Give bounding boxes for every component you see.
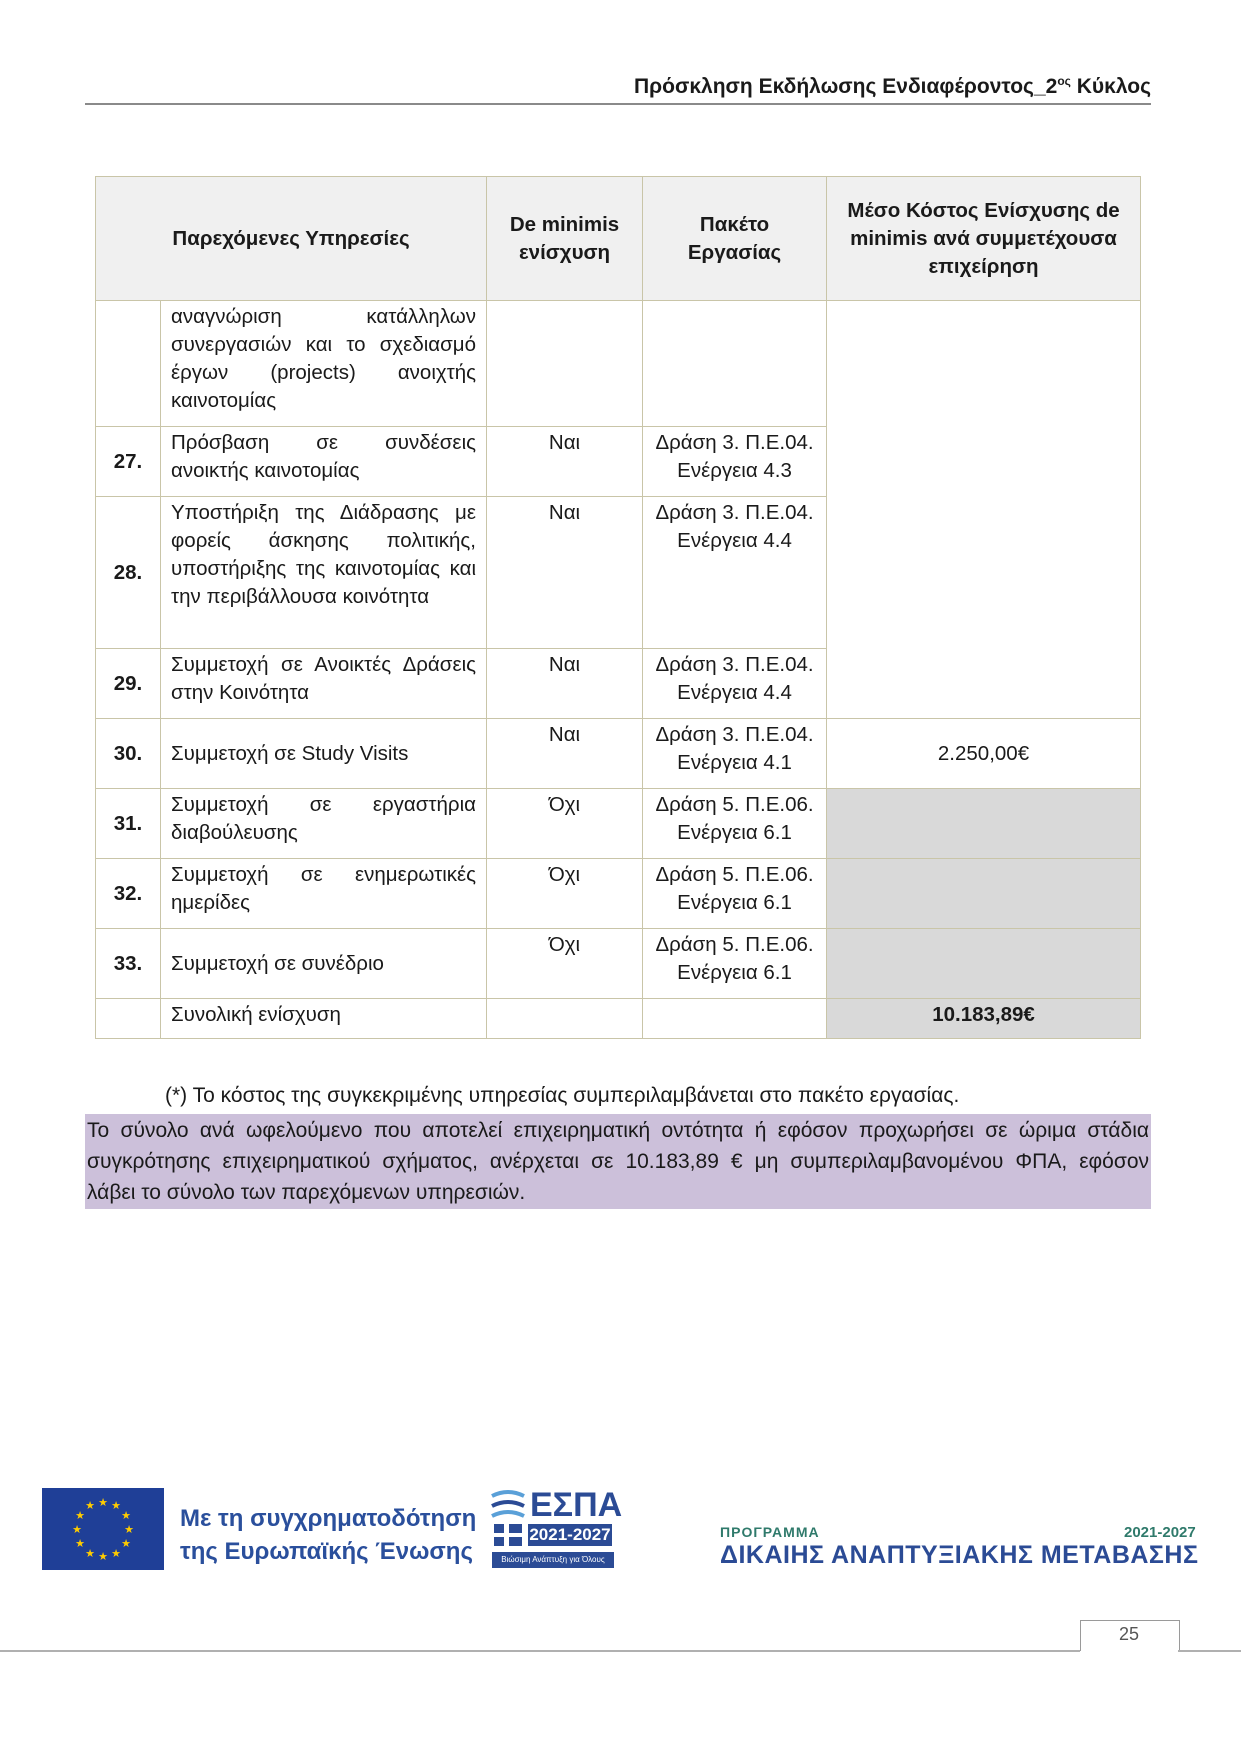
row-service: Συμμετοχή σε Study Visits [161,719,487,789]
row-number: 31. [96,789,161,859]
row-service: Υποστήριξη της Διάδρασης με φορείς άσκησης πολιτικής, υποστήριξης της καινοτομίας και την περιβάλλουσα κοινότητα [161,497,487,649]
table-header-row [96,177,1141,301]
table-row [96,859,1141,929]
header-avg-cost: Μέσο Κόστος Ενίσχυσης de minimis ανά συμμετέχουσα επιχείρηση [827,177,1141,301]
footer-divider [1178,1650,1241,1652]
page-number: 25 [1118,1624,1140,1644]
row-number: 33. [96,929,161,999]
row-service: Πρόσβαση σε συνδέσεις ανοικτής καινοτομίας [161,427,487,497]
row-package: Δράση 3. Π.Ε.04. Ενέργεια 4.4 [643,497,827,649]
row-de-minimis: Όχι [487,789,643,859]
row-de-minimis [487,999,643,1039]
svg-text:★: ★ [72,1523,82,1536]
table-row [96,929,1141,999]
page-header-title: Πρόσκληση Εκδήλωσης $E\nu\delta\iota\alpha\varphi έ\rho o\nu\tau o\varsigma\_2^{o\varsigma}$ Κύκλος [633,74,1151,98]
summary-line: λάβει το σύνολο των παρεχόμενων υπηρεσιών. [87,1181,526,1204]
row-number: 32. [96,859,161,929]
table-row [96,719,1141,789]
svg-text:★: ★ [85,1499,95,1512]
row-de-minimis: Ναι [487,497,643,649]
svg-text:★: ★ [98,1496,108,1509]
summary-line: συγκρότησης επιχειρηματικού σχήματος, ανέρχεται σε 10.183,89 € μη συμπεριλαμβανομένου ΦΠΑ, εφόσον [87,1150,1149,1173]
total-value: 10.183,89€ [827,999,1141,1039]
table-row [96,789,1141,859]
header-package: Πακέτο Εργασίας [643,177,827,301]
summary-highlight [85,1114,1151,1209]
row-de-minimis: Ναι [487,427,643,497]
row-package [643,301,827,427]
row-cost-merged [827,301,1141,719]
row-cost-empty [827,789,1141,859]
footer-divider [0,1650,1080,1652]
svg-text:★: ★ [121,1509,131,1522]
espa-title: ΕΣΠΑ [530,1486,623,1524]
row-cost-empty [827,859,1141,929]
svg-text:★: ★ [111,1547,121,1560]
row-package: Δράση 3. Π.Ε.04. Ενέργεια 4.4 [643,649,827,719]
table-row [96,301,1141,427]
row-number: 29. [96,649,161,719]
row-number: 28. [96,497,161,649]
svg-text:★: ★ [75,1537,85,1550]
svg-text:★: ★ [111,1499,121,1512]
program-name: ΔΙΚΑΙΗΣ ΑΝΑΠΤΥΞΙΑΚΗΣ ΜΕΤΑΒΑΣΗΣ [720,1541,1199,1569]
row-cost: 2.250,00€ [827,719,1141,789]
header-de-minimis: De minimis ενίσχυση [487,177,643,301]
row-de-minimis: Όχι [487,859,643,929]
row-package: Δράση 5. Π.Ε.06. Ενέργεια 6.1 [643,929,827,999]
total-label: Συνολική ενίσχυση [161,999,487,1039]
svg-text:★: ★ [98,1550,108,1563]
eu-cofunding-text: Με τη συγχρηματοδότηση της Ευρωπαϊκής Ένωσης [180,1505,477,1565]
header-divider [85,103,1151,105]
row-package: Δράση 3. Π.Ε.04. Ενέργεια 4.1 [643,719,827,789]
eu-stars-icon [42,1488,164,1570]
services-table [95,176,1141,1039]
footnote: (*) Το κόστος της συγκεκριμένης υπηρεσίας συμπεριλαμβάνεται στο πακέτο εργασίας. [165,1084,960,1107]
program-years: 2021-2027 [1124,1524,1196,1541]
row-de-minimis: Ναι [487,649,643,719]
row-de-minimis: Όχι [487,929,643,999]
row-service: Συμμετοχή σε εργαστήρια διαβούλευσης [161,789,487,859]
eu-flag-logo [42,1488,164,1570]
espa-slogan: Βιώσιμη Ανάπτυξη για Όλους [492,1552,614,1568]
row-package [643,999,827,1039]
row-number: 27. [96,427,161,497]
row-service: αναγνώριση κατάλληλων συνεργασιών και το σχεδιασμό έργων (projects) ανοιχτής καινοτομίας [161,301,487,427]
table-total-row [96,999,1141,1039]
svg-text:★: ★ [85,1547,95,1560]
row-package: Δράση 5. Π.Ε.06. Ενέργεια 6.1 [643,859,827,929]
header-services: Παρεχόμενες Υπηρεσίες [96,177,487,301]
row-package: Δράση 5. Π.Ε.06. Ενέργεια 6.1 [643,789,827,859]
row-number [96,999,161,1039]
greek-flag-waves-icon [490,1488,526,1548]
svg-text:★: ★ [121,1537,131,1550]
row-cost-empty [827,929,1141,999]
espa-years: 2021-2027 [529,1525,611,1544]
row-number [96,301,161,427]
row-service: Συμμετοχή σε ενημερωτικές ημερίδες [161,859,487,929]
row-de-minimis [487,301,643,427]
summary-line: Το σύνολο ανά ωφελούμενο που αποτελεί επιχειρηματική οντότητα ή εφόσον προχωρήσει σε ώριμα στάδια [87,1119,1149,1142]
row-service: Συμμετοχή σε Ανοικτές Δράσεις στην Κοινότητα [161,649,487,719]
row-de-minimis: Ναι [487,719,643,789]
row-package: Δράση 3. Π.Ε.04. Ενέργεια 4.3 [643,427,827,497]
row-number: 30. [96,719,161,789]
svg-text:★: ★ [75,1509,85,1522]
row-service: Συμμετοχή σε συνέδριο [161,929,487,999]
svg-text:★: ★ [124,1523,134,1536]
program-label: ΠΡΟΓΡΑΜΜΑ [720,1524,820,1540]
